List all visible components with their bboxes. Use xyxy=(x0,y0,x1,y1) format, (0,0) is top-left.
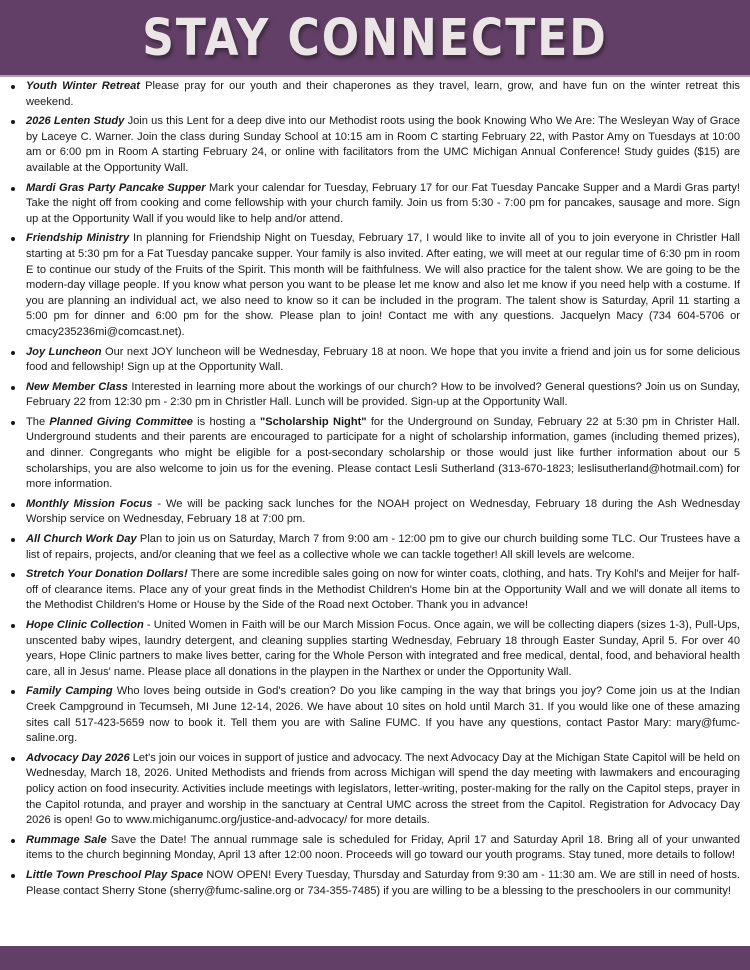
item-title: Friendship Ministry xyxy=(26,232,130,245)
item-body: Mark your calendar for Tuesday, February 17 for our Fat Tuesday Pancake Supper and a Mardi Gras party! Take the night off from cooking and come fellowship with your church family. Join us from 5:30 - 7:00 pm for pancakes, sausage and more. Sign up at the Opportunity Wall if you would like to help and/or attend. xyxy=(26,181,740,225)
item-mid: is hosting a xyxy=(192,415,260,428)
item-title: Little Town Preschool Play Space xyxy=(26,868,204,881)
item-title: New Member Class xyxy=(26,380,128,393)
announcement-joy-luncheon xyxy=(26,345,740,376)
item-body: - We will be packing sack lunches for the NOAH project on Wednesday, February 18 during the Ash Wednesday Worship service on Wednesday, February 18 at 7:00 pm. xyxy=(26,497,740,526)
item-body: Who loves being outside in God's creation? Do you like camping in the way that brings you joy? Come join us at the Indian Creek Campground in Tecumseh, MI June 12-14, 2026. We have about 10 sites on hold until March 31. If you would like one of these amazing sites call 517-423-5659 now to book it. Tell them you are with Saline FUMC. If you have any questions, contact Pastor Mary: mary@fumc-saline.org. xyxy=(26,685,740,745)
announcement-list xyxy=(0,79,750,899)
announcement-monthly-mission xyxy=(26,497,740,528)
announcement-donation-dollars xyxy=(26,567,740,614)
announcement-work-day xyxy=(26,532,740,563)
page-title: STAY CONNECTED xyxy=(142,9,608,68)
announcement-planned-giving xyxy=(26,415,740,493)
announcement-family-camping xyxy=(26,684,740,746)
item-title: Mardi Gras Party Pancake Supper xyxy=(26,181,206,194)
item-body: Save the Date! The annual rummage sale is scheduled for Friday, April 17 and Saturday April 18. Bring all of your unwanted items to the church beginning Monday, April 13 after 12:00 noon. Proceeds will go toward our youth programs. Stay tuned, more details to follow! xyxy=(26,833,740,862)
item-body: There are some incredible sales going on now for winter coats, clothing, and hats. Try Kohl's and Meijer for half-off of clearance items. Place any of your great finds in the Methodist Children's Home bin at the Opportunity Wall and we will donate all items to the Methodist Children's Home or House by the Side of the Road next October. Thank you in advance! xyxy=(26,568,740,612)
footer-bar xyxy=(0,946,750,970)
item-highlight: "Scholarship Night" xyxy=(259,415,367,428)
announcement-new-member-class xyxy=(26,380,740,411)
announcement-hope-clinic xyxy=(26,618,740,680)
item-body: Interested in learning more about the workings of our church? How to be involved? General questions? Join us on Sunday, February 22 from 12:30 pm - 2:30 pm in Christler Hall. Lunch will be provided. Sign-up at the Opportunity Wall. xyxy=(26,380,740,409)
item-body: Please pray for our youth and their chaperones as they travel, learn, grow, and have fun on the winter retreat this weekend. xyxy=(26,80,740,108)
item-body: for the Underground on Sunday, February 22 at 5:30 pm in Christer Hall. Underground students and their parents are encouraged to participate for a night of scholarship information, games (including themed prizes), and dinner. Congregants who might be eligible for a post-secondary scholarship or those would just like further information about our 5 scholarships, you are also welcome to join us for the evening. Please contact Lesli Sutherland (313-670-1823; leslisutherland@hotmail.com) for more information. xyxy=(26,415,740,491)
announcement-lenten-study xyxy=(26,114,740,176)
item-title: Stretch Your Donation Dollars! xyxy=(26,568,188,581)
announcement-youth-winter-retreat xyxy=(26,79,740,110)
item-body: - United Women in Faith will be our March Mission Focus. Once again, we will be collecting diapers (sizes 1-3), Pull-Ups, unscented baby wipes, laundry detergent, and cleaning supplies starting Wednesday, February 18 through Easter Sunday, April 5. For over 40 years, Hope Clinic partners to make lives better, caring for the Whole Person with integrated and free medical, dental, food, and behavioral health care, all in Jesus' name. Please place all donations in the playpen in the Narthex or under the Opportunity Wall. xyxy=(26,619,741,678)
item-title: 2026 Lenten Study xyxy=(26,115,125,128)
item-prefix: The xyxy=(26,415,50,428)
announcement-rummage-sale xyxy=(26,833,740,864)
item-title: Monthly Mission Focus xyxy=(26,497,153,510)
announcement-preschool-play-space xyxy=(26,868,740,899)
item-body: NOW OPEN! Every Tuesday, Thursday and Saturday from 9:30 am - 11:30 am. We are still in need of hosts. Please contact Sherry Stone (sherry@fumc-saline.org or 734-355-7485) if you are willing to be a blessing to the preschoolers in our community! xyxy=(26,868,740,897)
item-body: Our next JOY luncheon will be Wednesday, February 18 at noon. We hope that you invite a friend and join us for some delicious food and fellowship! Sign up at the Opportunity Wall. xyxy=(26,345,740,374)
item-title: Planned Giving Committee xyxy=(49,415,193,428)
announcements xyxy=(0,79,750,903)
header-banner xyxy=(0,0,750,77)
item-title: Hope Clinic Collection xyxy=(26,619,144,631)
item-title: Joy Luncheon xyxy=(26,345,102,358)
announcement-advocacy-day xyxy=(26,751,740,829)
item-body: Plan to join us on Saturday, March 7 from 9:00 am - 12:00 pm to give our church building some TLC. Our Trustees have a list of repairs, projects, and/or cleaning that we feel as a collective whole we can tackle together! All skill levels are welcome. xyxy=(26,533,740,561)
announcement-friendship-ministry xyxy=(26,231,740,340)
item-title: Youth Winter Retreat xyxy=(26,80,140,92)
announcement-mardi-gras xyxy=(26,181,740,228)
item-body: Let's join our voices in support of justice and advocacy. The next Advocacy Day at the Michigan State Capitol will be held on Wednesday, March 18, 2026. United Methodists and friends from across Michigan will spend the day meeting with lawmakers and encouraging policy action on food insecurity. Activities include meetings with legislators, letter-writing, poster-making for the rally on the Capitol steps, prayer in the Capitol rotunda, and prayer and worship in the sanctuary at Central UMC across the street from the Capitol. Registration for Advocacy Day 2026 is open! Go to www.michiganumc.org/justice-and-advocacy/ for more details. xyxy=(26,751,741,827)
item-title: Advocacy Day 2026 xyxy=(26,751,130,764)
item-title: Rummage Sale xyxy=(26,833,107,846)
item-title: All Church Work Day xyxy=(26,533,137,546)
item-body: In planning for Friendship Night on Tuesday, February 17, I would like to invite all of you to join everyone in Christler Hall starting at 5:30 pm for a Fat Tuesday pancake supper. Your family is also invited. After eating, we will meet at our regular time of 6:30 pm in room E to continue our study of the Fruits of the Spirit. This month will be faithfulness. We will also practice for the talent show. We are going to be the modern-day village people. If you know what person you want to be please let me know and also let me know if you need help with a costume. If you are planning an individual act, we also need to know so it can be included in the program. The talent show is Saturday, April 11 starting a 5:00 pm for dinner and 6:00 pm for the show. Please plan to join! Contact me with any questions. Jacquelyn Macy (734 604-5706 or cmacy235236mi@comcast.net). xyxy=(26,232,740,338)
item-title: Family Camping xyxy=(26,685,113,698)
item-body: Join us this Lent for a deep dive into our Methodist roots using the book Knowing Who We Are: The Wesleyan Way of Grace by Laceye C. Warner. Join the class during Sunday School at 10:15 am in Room C starting February 22, with Pastor Amy on Tuesdays at 10:00 am or 6:00 pm in Room A starting February 24, or online with facilitators from the UMC Michigan Annual Conference! Study guides ($15) are available at the Opportunity Wall. xyxy=(26,115,741,174)
